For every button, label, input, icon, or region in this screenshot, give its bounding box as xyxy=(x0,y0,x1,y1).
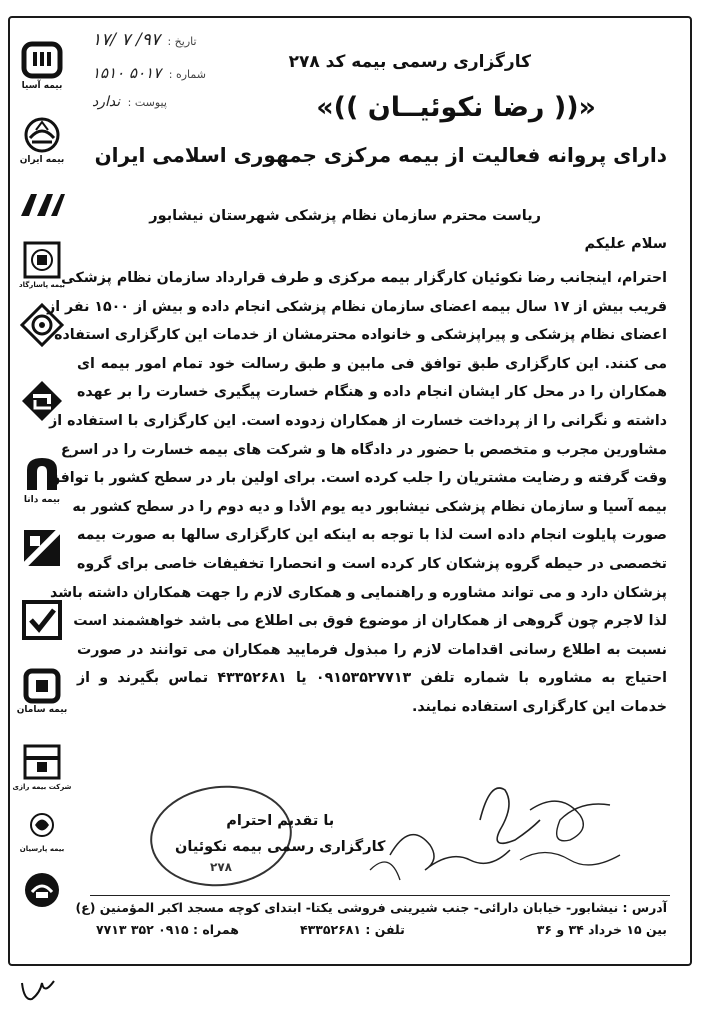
tel-label: تلفن : xyxy=(365,922,405,937)
closing-agency: کارگزاری رسمی بیمه نکوئیان xyxy=(175,839,386,855)
license-statement: دارای پروانه فعالیت از بیمه مرکزی جمهوری اسلامی ایران xyxy=(94,143,667,167)
handwritten-signature xyxy=(330,760,630,890)
body-line: می کنند. این کارگزاری طبق توافق فی مابین و طبق رسالت خود تمام امور بیمه ای xyxy=(77,355,667,372)
footer-address: آدرس : نیشابور- خیابان دارائی- جنب شیرینی فروشی یکتا- ابتدای کوچه مسجد اکبر المؤمنین (ع) xyxy=(75,900,667,915)
body-line: احترام، اینجانب رضا نکوئیان کارگزار بیمه مرکزی و طرف قرارداد سازمان نظام پزشکی xyxy=(61,270,667,286)
bimeh-iran-logo-icon xyxy=(14,116,70,165)
bimeh-alborz-logo-icon xyxy=(14,190,70,220)
footer-mobile xyxy=(96,922,239,937)
body-line: پزشکان دارد و می تواند مشاوره و راهنمایی و همکاری لازم را جهت همکاران داشته باشد xyxy=(50,584,667,601)
mobile-value: ۰۹۱۵ ۳۵۲ ۷۷۱۳ xyxy=(96,922,189,937)
bimeh-asia-logo-icon xyxy=(14,40,70,91)
footer-telephone xyxy=(300,922,405,937)
body-line: خدمات این کارگزاری استفاده نمایند. xyxy=(411,698,667,715)
body-line: وقت گرفته و رضایت مشتریان را جلب کرده است. برای اولین بار در سطح کشور با توافق xyxy=(47,470,667,487)
agency-line: کارگزاری رسمی بیمه کد ۲۷۸ xyxy=(288,52,531,72)
handwritten-check-mark xyxy=(18,975,58,1005)
logo-caption: بیمه دانا xyxy=(23,495,61,505)
body-line: صورت پایلوت انجام داده است لذا با توجه به اینکه این کارگزاری سالها به صورت بیمه xyxy=(77,527,667,544)
insurance-logo-8-icon xyxy=(14,526,70,570)
tel-value: ۴۳۳۵۲۶۸۱ xyxy=(300,922,362,937)
mobile-label: همراه : xyxy=(193,922,239,937)
number-label: شماره : xyxy=(168,68,206,81)
body-line: مشاورین مجرب و متخصص با حضور در دادگاه ها و شرکت های بیمه خسارت را در اسرع xyxy=(60,441,667,458)
body-line: لذا لاجرم چون گروهی از همکاران از موضوع فوق بی اطلاع می باشد خواهشمند است xyxy=(73,613,667,630)
body-line: احتیاج به مشاوره با شماره تلفن ۰۹۱۵۳۵۲۷۷۱۳ یا ۴۳۳۵۲۶۸۱ تماس بگیرند و از xyxy=(77,670,667,687)
body-line: بیمه آسیا و سازمان نظام پزشکی نیشابور دیه یوم الأدا و دیه دوم را در سطح کشور به xyxy=(72,498,667,515)
bimeh-razi-logo-icon xyxy=(14,742,70,791)
attachment-label: پیوست : xyxy=(127,96,167,109)
logo-caption: بیمه سامان xyxy=(16,705,68,715)
number-field xyxy=(92,64,206,82)
date-value: ۹۷/ ۷ /۱۷ xyxy=(92,30,160,50)
body-line: اعضای نظام پزشکی و پیراپزشکی و خانواده محترمشان از خدمات این کارگزاری استفاده xyxy=(54,327,667,344)
body-line: همکاران را در محل کار ایشان انجام داده و هنگام خسارت پیگیری خسارت را بر عهده xyxy=(77,384,667,401)
body-line: داشته و نگرانی را از پرداخت خسارت از همکاران زدوده است. این کارگزاری با استفاده از xyxy=(49,412,667,429)
stamp-number: ۲۷۸ xyxy=(210,860,232,874)
body-line: تخصصی در حیطه گروه پزشکان کار کرده است و انحصارا تخفیفات خاصی برای گروه xyxy=(77,555,667,572)
footer-divider xyxy=(90,895,670,896)
bimeh-parsian-logo-icon xyxy=(14,810,70,853)
footer-address-2: بین ۱۵ خرداد ۳۴ و ۳۶ xyxy=(536,922,667,937)
attachment-value: ندارد xyxy=(92,94,121,110)
agency-name: «(( رضا نکوئیــان ))» xyxy=(316,92,596,123)
bimeh-moallem-logo-icon xyxy=(14,870,70,910)
logo-caption: بیمه پارسیان xyxy=(19,845,65,853)
body-line: قریب بیش از ۱۷ سال بیمه اعضای سازمان نظام پزشکی انجام داده و بیش از ۱۵۰۰ نفر از xyxy=(47,298,667,315)
logo-caption: بیمه آسیا xyxy=(21,81,63,91)
attachment-field xyxy=(92,94,167,110)
date-label: تاریخ : xyxy=(167,35,197,48)
bimeh-sina-logo-icon xyxy=(14,668,70,715)
logo-caption: شرکت بیمه رازی xyxy=(12,783,72,791)
logo-caption: بیمه پاسارگاد xyxy=(19,281,65,289)
letter-body xyxy=(47,264,667,722)
date-field xyxy=(92,30,197,50)
letter-greeting: سلام علیکم xyxy=(584,236,667,252)
number-value: ۵۰۱۷ ۱۵۱۰ xyxy=(92,64,162,82)
body-line: نسبت به اطلاع رسانی اقدامات لازم را مبذول فرمایید همکاران می توانند در صورت xyxy=(77,641,667,658)
logo-caption: بیمه ایران xyxy=(19,155,65,165)
closing-respect: با تقدیم احترام xyxy=(226,813,335,829)
letter-recipient: ریاست محترم سازمان نظام پزشکی شهرستان نیشابور xyxy=(149,208,541,224)
